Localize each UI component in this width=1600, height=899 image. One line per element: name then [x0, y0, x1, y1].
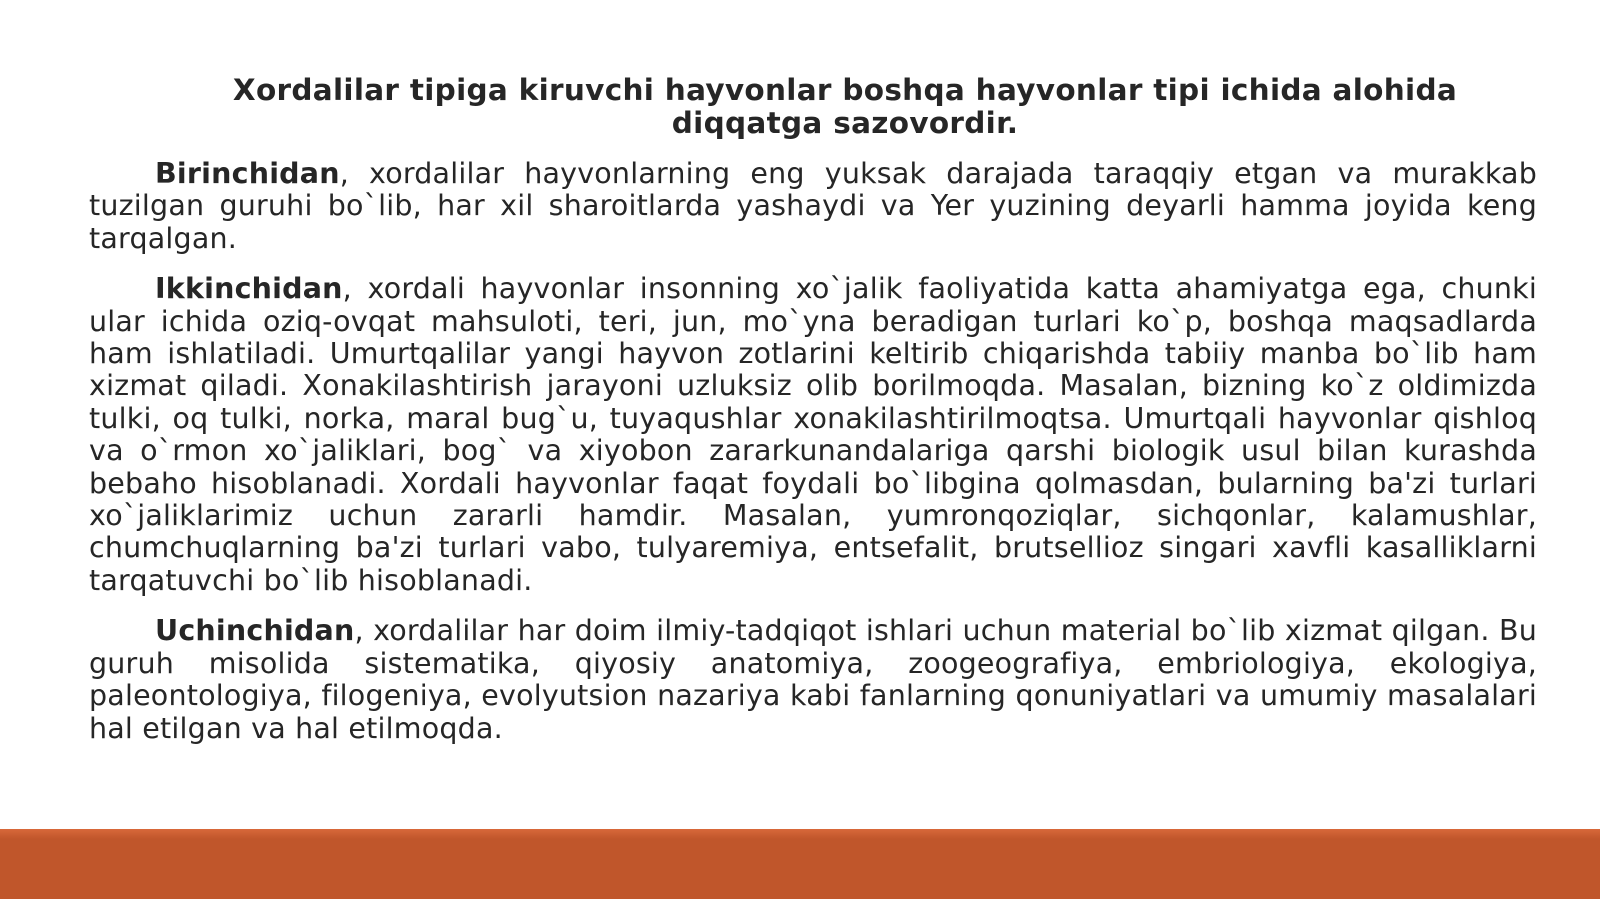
- paragraph-first-lead: Birinchidan: [155, 157, 340, 190]
- slide-content: [89, 74, 1537, 745]
- bottom-accent-band-highlight: [0, 829, 1600, 839]
- paragraph-second-text: , xordali hayvonlar insonning xo`jalik faoliyatida katta ahamiyatga ega, chunki ular ichida oziq-ovqat mahsuloti, teri, jun, mo`yna beradigan turlari ko`p, boshqa maqsadlarda ham ishlatiladi. Umurtqalilar yangi hayvon zotlarini keltirib chiqarishda tabiiy manba bo`lib ham xizmat qiladi. Xonakilashtirish jarayoni uzluksiz olib borilmoqda. Masalan, bizning ko`z oldimizda tulki, oq tulki, norka, maral bug`u, tuyaqushlar xonakilashtirilmoqtsa. Umurtqali hayvonlar qishloq va o`rmon xo`jaliklari, bog` va xiyobon zararkunandalariga qarshi biologik usul bilan kurashda bebaho hisoblanadi. Xordali hayvonlar faqat foydali bo`libgina qolmasdan, bularning ba'zi turlari xo`jaliklarimiz uchun zararli hamdir. Masalan, yumronqoziqlar, sichqonlar, kalamushlar, chumchuqlarning ba'zi turlari vabo, tulyaremiya, entsefalit, brutsellioz singari xavfli kasalliklarni tarqatuvchi bo`lib hisoblanadi.: [89, 272, 1537, 597]
- paragraph-third: [89, 615, 1537, 745]
- bottom-accent-band: [0, 829, 1600, 899]
- paragraph-first-text: , xordalilar hayvonlarning eng yuksak darajada taraqqiy etgan va murakkab tuzilgan guruhi bo`lib, har xil sharoitlarda yashaydi va Yer yuzining deyarli hamma joyida keng tarqalgan.: [89, 157, 1537, 255]
- paragraph-third-text: , xordalilar har doim ilmiy-tadqiqot ishlari uchun material bo`lib xizmat qilgan. Bu guruh misolida sistematika, qiyosiy anatomiya, zoogeografiya, embriologiya, ekologiya, paleontologiya, filogeniya, evolyutsion nazariya kabi fanlarning qonuniyatlari va umumiy masalalari hal etilgan va hal etilmoqda.: [89, 614, 1537, 745]
- paragraph-first: [89, 158, 1537, 255]
- paragraph-third-lead: Uchinchidan: [155, 614, 355, 648]
- paragraph-second-lead: Ikkinchidan: [155, 272, 343, 306]
- slide-title: Xordalilar tipiga kiruvchi hayvonlar boshqa hayvonlar tipi ichida alohida diqqatga sazovordir.: [232, 73, 1458, 140]
- paragraph-second: [89, 273, 1537, 597]
